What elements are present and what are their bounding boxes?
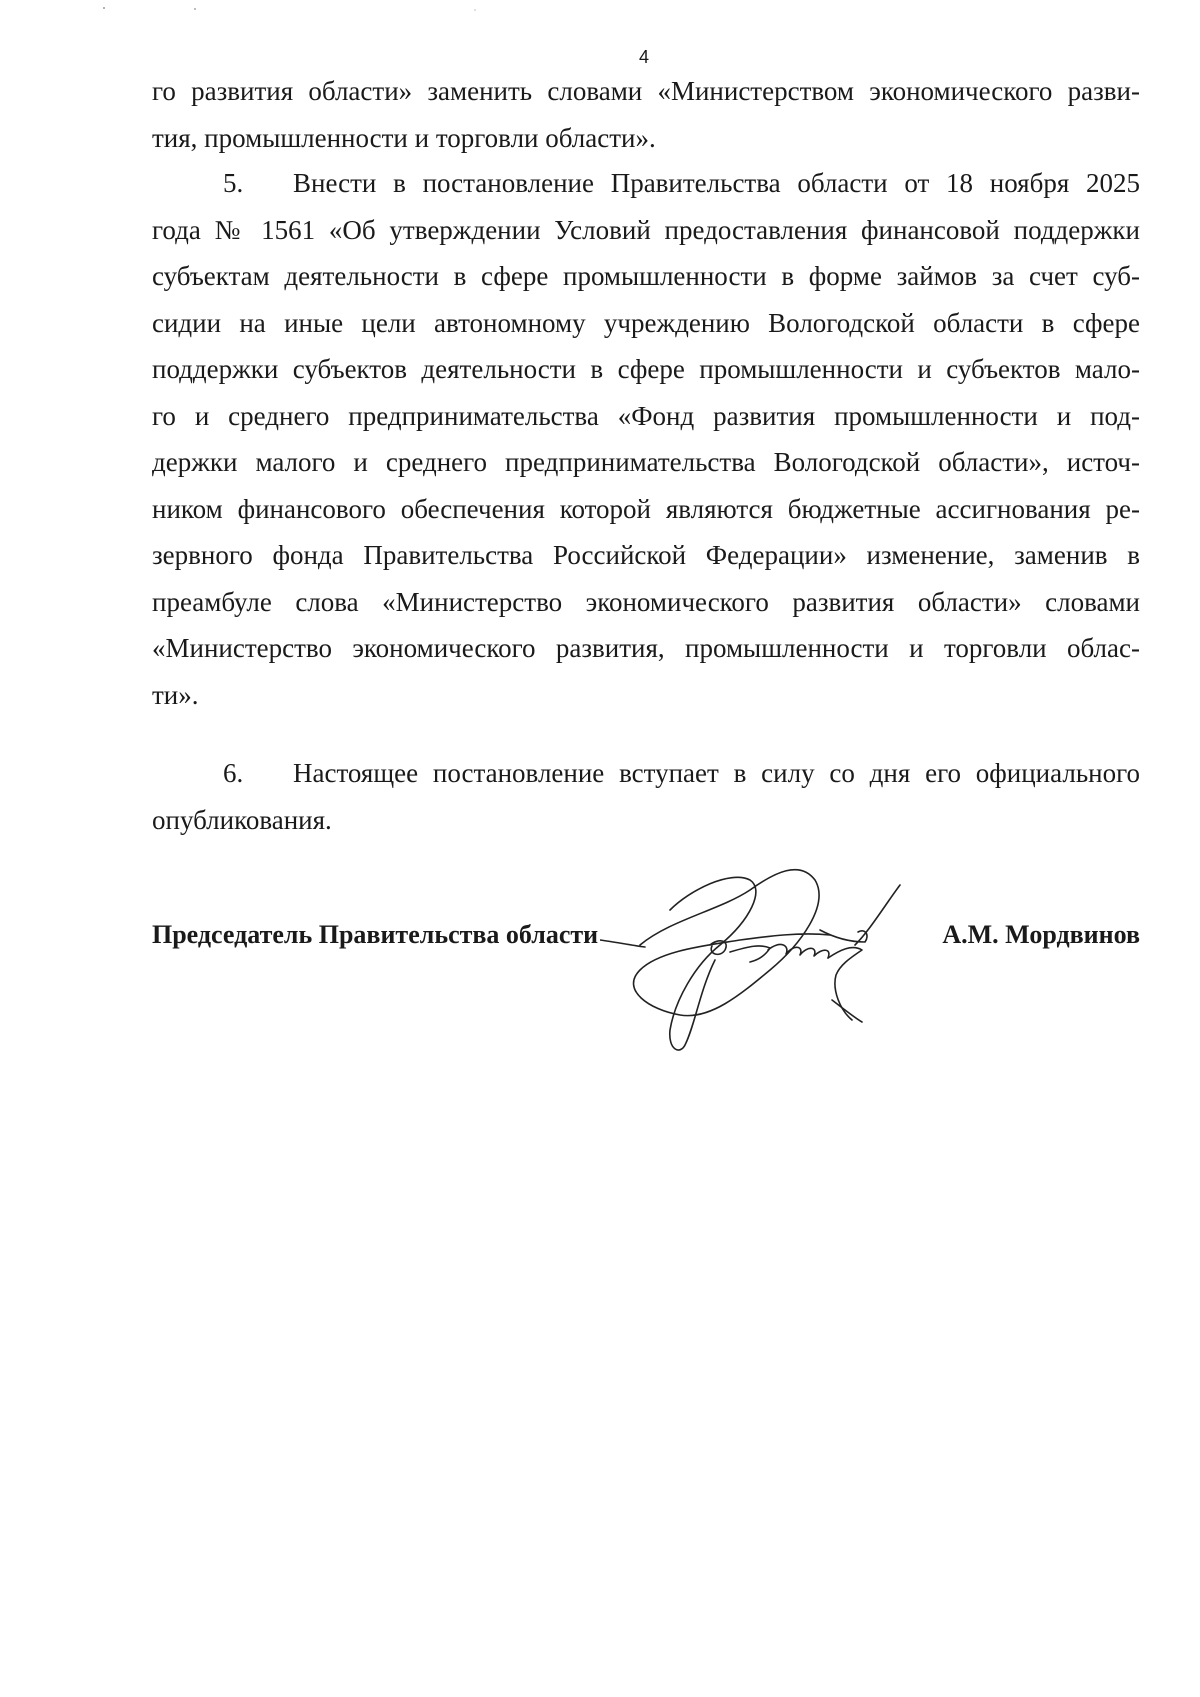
item-5-line: субъектам деятельности в сфере промышленности в форме займов за счет суб- <box>152 261 1140 291</box>
item-6-first-line <box>152 750 1140 797</box>
signatory-name: А.М. Мордвинов <box>942 920 1140 949</box>
item-6-line: Настоящее постановление вступает в силу со дня его официального <box>293 758 1140 788</box>
item-5-first-line <box>152 160 1140 207</box>
item-6-paragraph <box>152 750 1140 843</box>
item-5-line: го и среднего предпринимательства «Фонд развития промышленности и под- <box>152 400 1140 431</box>
item-5-line: зервного фонда Правительства Российской Федерации» изменение, заменив в <box>152 540 1140 570</box>
signatory-title: Председатель Правительства области <box>152 920 599 949</box>
item-5-line: ти». <box>152 679 199 710</box>
item-5-line: «Министерство экономического развития, промышленности и торговли облас- <box>152 633 1140 663</box>
item-6-line: опубликования. <box>152 804 332 835</box>
item-5-number: 5. <box>223 168 244 198</box>
page-number: 4 <box>638 47 649 67</box>
item-5-line: держки малого и среднего предпринимательства Вологодской области», источ- <box>152 447 1140 477</box>
item-5-line: года № 1561 «Об утверждении Условий предоставления финансовой поддержки <box>152 214 1140 245</box>
intro-paragraph <box>152 68 1140 161</box>
scan-marks <box>100 4 480 14</box>
intro-line: тия, промышленности и торговли области». <box>152 122 656 153</box>
item-5-line: Внести в постановление Правительства области от 18 ноября 2025 <box>293 168 1140 198</box>
item-5-line: преамбуле слова «Министерство экономического развития области» словами <box>152 586 1140 617</box>
item-5-line: сидии на иные цели автономному учреждению Вологодской области в сфере <box>152 307 1140 338</box>
item-6-number: 6. <box>223 758 244 788</box>
item-5-line: поддержки субъектов деятельности в сфере промышленности и субъектов мало- <box>152 354 1140 384</box>
intro-line: го развития области» заменить словами «Министерством экономического разви- <box>152 76 1140 106</box>
handwritten-signature <box>600 850 960 1060</box>
item-5-line: ником финансового обеспечения которой являются бюджетные ассигнования ре- <box>152 493 1140 524</box>
item-5-paragraph <box>152 160 1140 718</box>
